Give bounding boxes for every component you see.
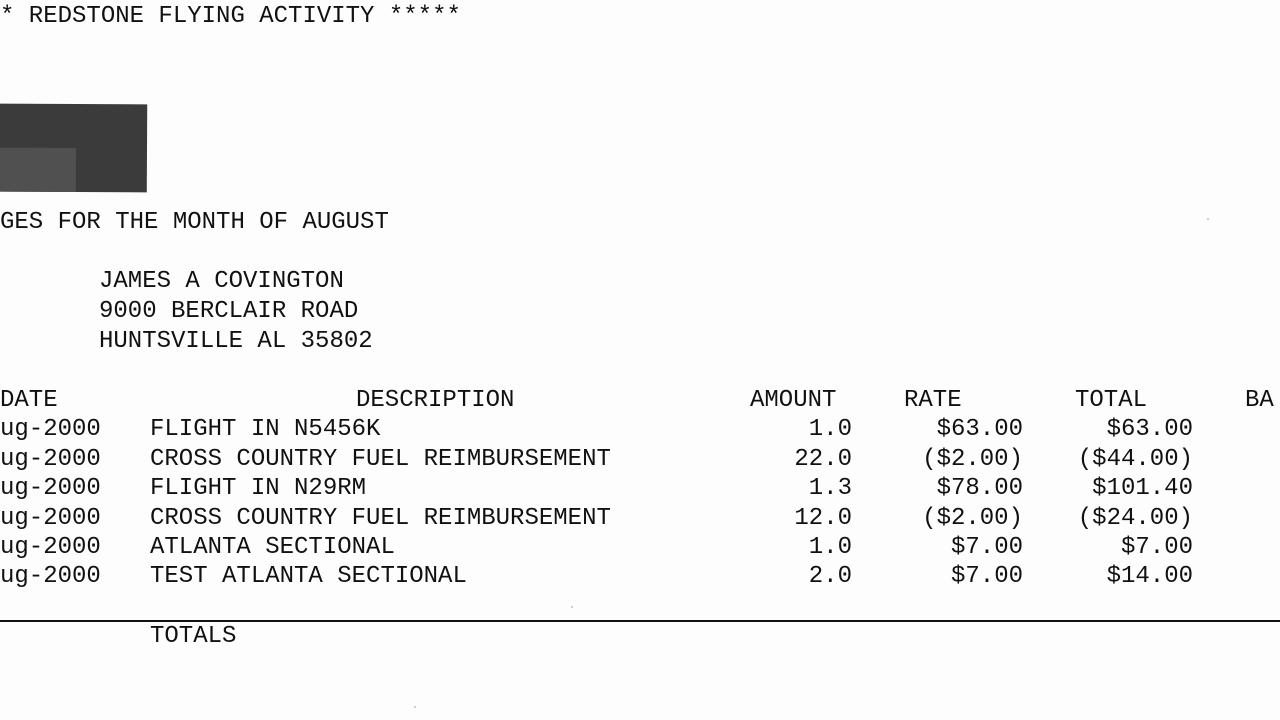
- statement-heading: GES FOR THE MONTH OF AUGUST: [0, 209, 389, 236]
- row-total: $101.40: [1092, 475, 1193, 502]
- totals-divider: [0, 620, 1280, 622]
- row-total: $14.00: [1106, 563, 1193, 590]
- address-city-state-zip: HUNTSVILLE AL 35802: [99, 328, 373, 355]
- column-header-date: DATE: [0, 387, 58, 414]
- scan-speck: [1207, 218, 1209, 220]
- row-total: ($24.00): [1077, 505, 1193, 532]
- row-description: CROSS COUNTRY FUEL REIMBURSEMENT: [150, 505, 611, 532]
- column-header-rate: RATE: [904, 387, 962, 414]
- row-total: ($44.00): [1077, 446, 1193, 473]
- row-amount: 2.0: [808, 563, 852, 590]
- row-amount: 1.0: [808, 534, 852, 561]
- row-amount: 1.3: [808, 475, 852, 502]
- column-header-amount: AMOUNT: [750, 387, 837, 414]
- row-rate: ($2.00): [922, 446, 1023, 473]
- row-rate: $7.00: [950, 534, 1023, 561]
- row-rate: $7.00: [950, 563, 1023, 590]
- document-title: * REDSTONE FLYING ACTIVITY *****: [0, 3, 461, 30]
- row-amount: 12.0: [794, 505, 852, 532]
- row-date: ug-2000: [0, 446, 101, 473]
- row-rate: ($2.00): [922, 505, 1023, 532]
- row-description: ATLANTA SECTIONAL: [150, 534, 395, 561]
- row-description: FLIGHT IN N5456K: [150, 416, 381, 443]
- row-rate: $78.00: [936, 475, 1023, 502]
- column-header-description: DESCRIPTION: [356, 387, 515, 414]
- row-amount: 22.0: [794, 446, 852, 473]
- row-total: $63.00: [1106, 416, 1193, 443]
- row-description: FLIGHT IN N29RM: [150, 475, 367, 502]
- row-date: ug-2000: [0, 505, 101, 532]
- redaction-block: [0, 104, 147, 193]
- row-rate: $63.00: [936, 416, 1023, 443]
- totals-label: TOTALS: [150, 623, 237, 650]
- column-header-total: TOTAL: [1075, 387, 1148, 414]
- row-date: ug-2000: [0, 534, 101, 561]
- row-description: CROSS COUNTRY FUEL REIMBURSEMENT: [150, 446, 611, 473]
- redaction-block-inner: [0, 148, 76, 192]
- row-date: ug-2000: [0, 475, 101, 502]
- row-description: TEST ATLANTA SECTIONAL: [150, 563, 467, 590]
- row-total: $7.00: [1120, 534, 1193, 561]
- scan-speck: [414, 706, 416, 708]
- scan-speck: [571, 606, 573, 608]
- column-header-balance: BA: [1245, 387, 1274, 414]
- row-date: ug-2000: [0, 416, 101, 443]
- row-amount: 1.0: [808, 416, 852, 443]
- row-date: ug-2000: [0, 563, 101, 590]
- address-name: JAMES A COVINGTON: [99, 268, 344, 295]
- address-street: 9000 BERCLAIR ROAD: [99, 298, 359, 325]
